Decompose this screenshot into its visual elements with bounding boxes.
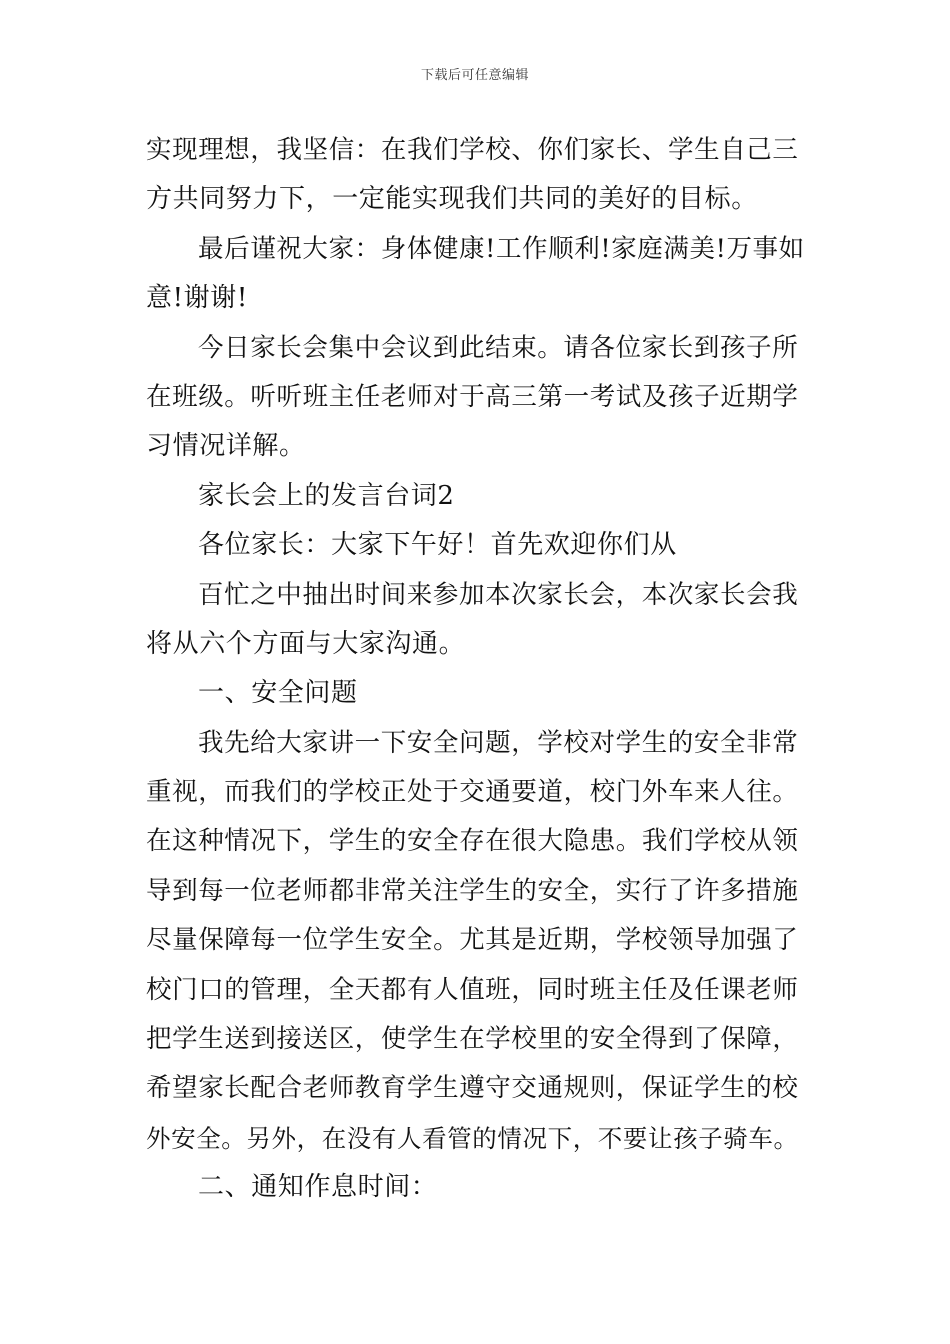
text-line: 希望家长配合老师教育学生遵守交通规则，保证学生的校 — [146, 1073, 799, 1104]
text-line: 习情况详解。 — [146, 431, 306, 462]
text-line: 今日家长会集中会议到此结束。请各位家长到孩子所 — [198, 332, 799, 363]
text-line: 家长会上的发言台词2 — [198, 480, 455, 511]
text-line: 意!谢谢! — [146, 283, 248, 314]
text-line: 我先给大家讲一下安全问题，学校对学生的安全非常 — [198, 727, 799, 758]
text-line: 二、通知作息时间： — [198, 1172, 438, 1203]
document-body — [146, 126, 808, 1213]
text-line: 尽量保障每一位学生安全。尤其是近期，学校领导加强了 — [146, 925, 799, 956]
text-line: 各位家长：大家下午好！首先欢迎你们从 — [198, 530, 677, 561]
text-line: 一、安全问题 — [198, 678, 358, 709]
text-line: 实现理想，我坚信：在我们学校、你们家长、学生自己三 — [146, 135, 799, 165]
text-line: 导到每一位老师都非常关注学生的安全，实行了许多措施 — [146, 875, 799, 906]
page-header: 下载后可任意编辑 — [420, 68, 529, 83]
text-line: 将从六个方面与大家沟通。 — [146, 628, 466, 659]
text-line: 在这种情况下，学生的安全存在很大隐患。我们学校从领 — [146, 826, 799, 857]
text-line: 在班级。听听班主任老师对于高三第一考试及孩子近期学 — [146, 381, 799, 412]
text-line: 外安全。另外，在没有人看管的情况下，不要让孩子骑车。 — [146, 1123, 799, 1153]
text-line: 把学生送到接送区，使学生在学校里的安全得到了保障， — [146, 1024, 799, 1055]
text-line: 百忙之中抽出时间来参加本次家长会，本次家长会我 — [198, 579, 799, 610]
text-line: 重视，而我们的学校正处于交通要道，校门外车来人往。 — [146, 777, 799, 808]
text-line: 校门口的管理，全天都有人值班，同时班主任及任课老师 — [146, 974, 799, 1005]
text-line: 最后谨祝大家：身体健康!工作顺利!家庭满美!万事如 — [198, 233, 805, 264]
text-line: 方共同努力下，一定能实现我们共同的美好的目标。 — [146, 184, 758, 215]
